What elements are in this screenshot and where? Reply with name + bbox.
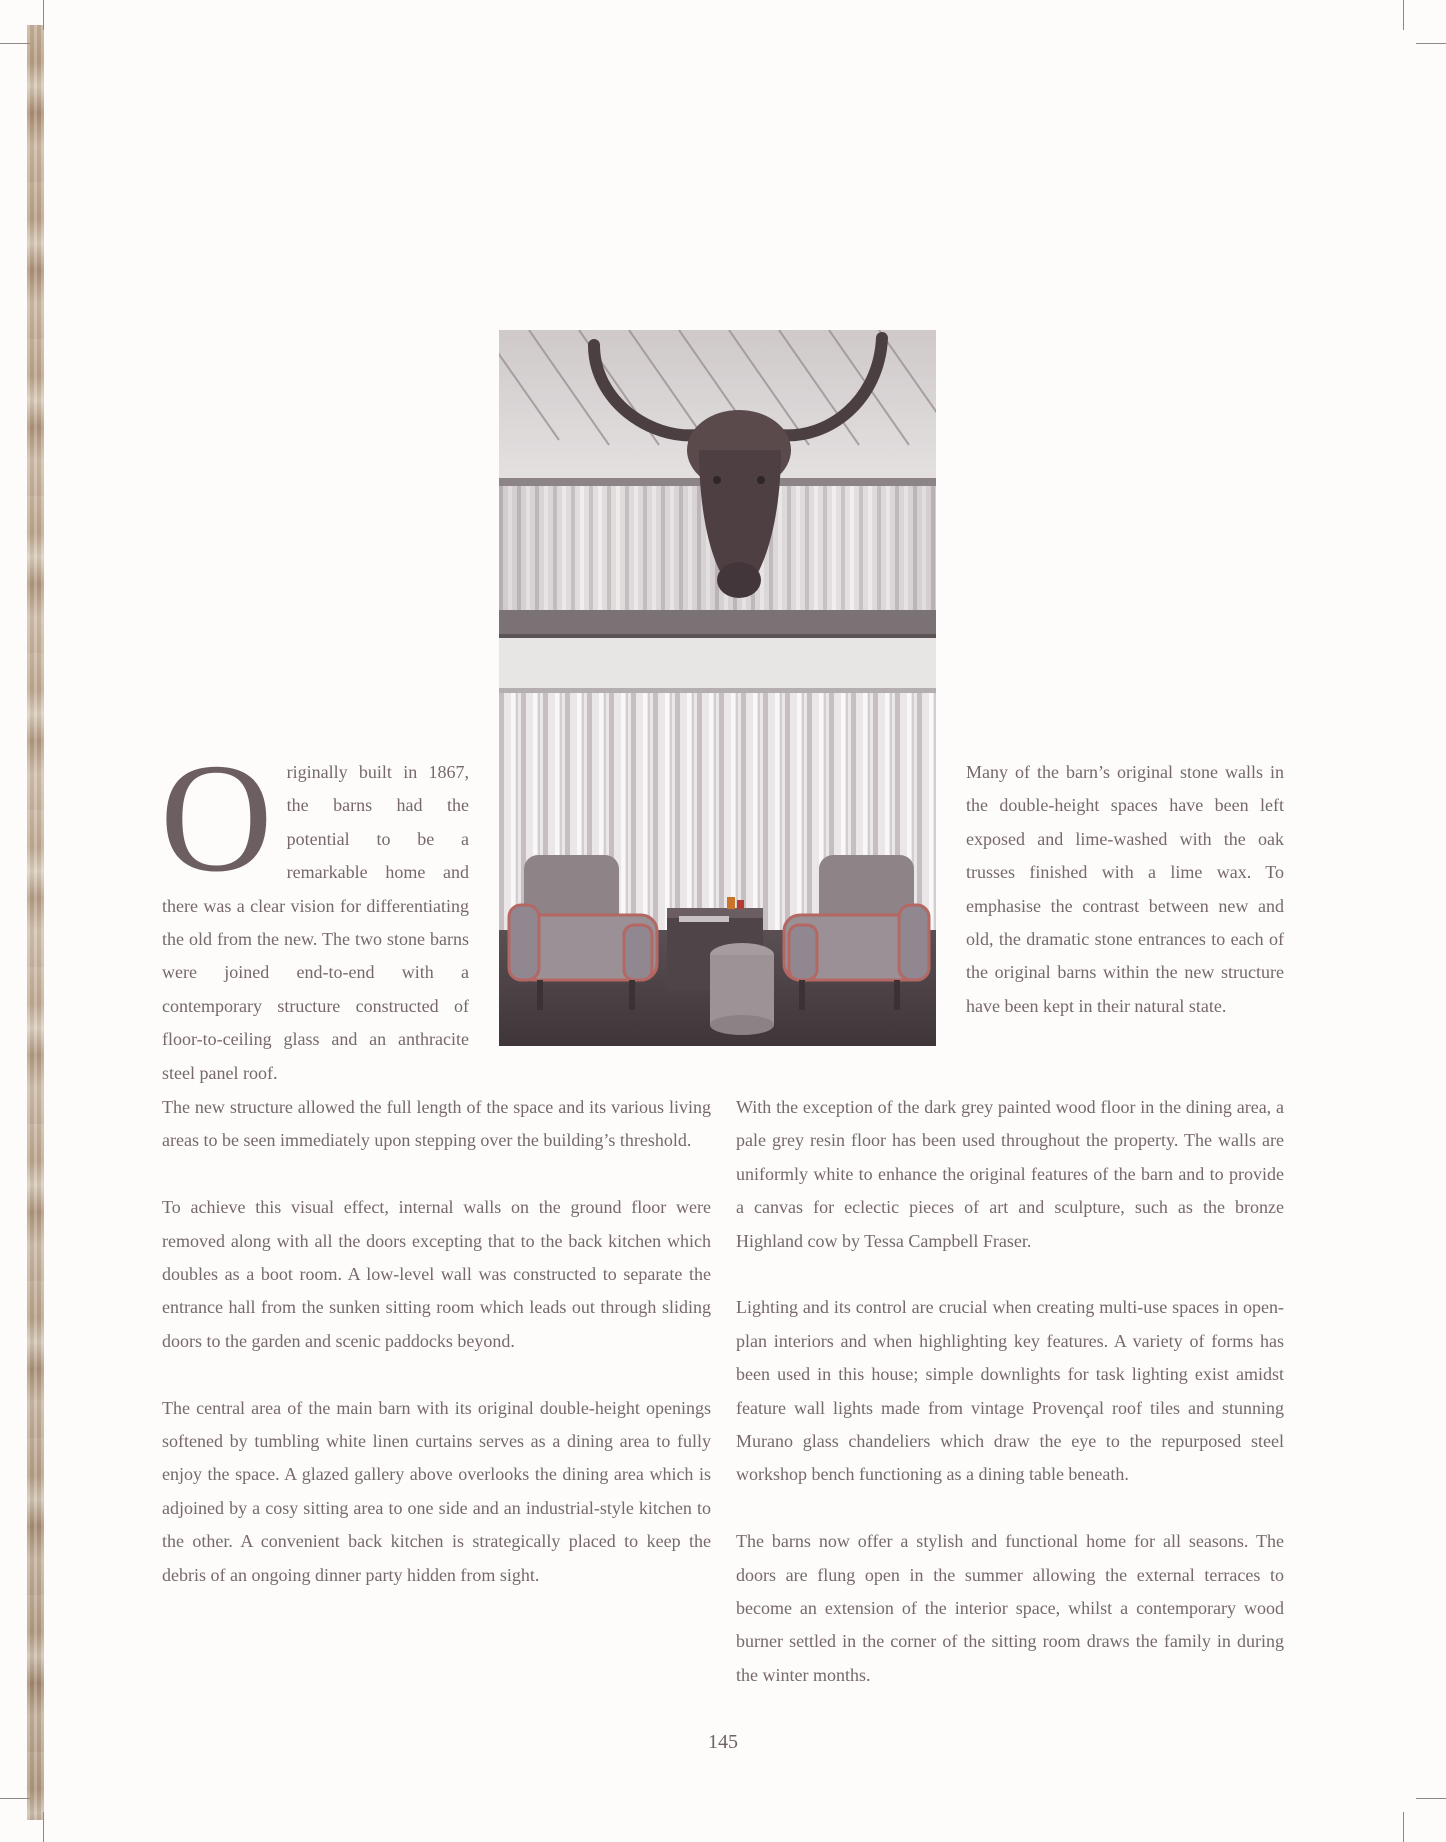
intro-paragraph: [160, 731, 469, 1090]
right-top-text: Many of the barn’s original stone walls in the double-height spaces have been left exposed and lime-washed with the oak trusses finished with a lime wax. To emphasise the contrast between new and old, the dramatic stone entrances to each of the original barns within the new structure have been kept in their natural state.: [966, 762, 1284, 1016]
crop-mark: [1416, 1798, 1446, 1799]
right-column-top: [966, 756, 1284, 1023]
drop-cap: O: [160, 731, 273, 904]
crop-mark: [0, 1798, 30, 1799]
crop-mark: [43, 0, 44, 30]
paragraph-floors: With the exception of the dark grey painted wood floor in the dining area, a pale grey resin floor has been used throughout the property. The walls are uniformly white to enhance the original features of the barn and to provide a canvas for eclectic pieces of art and sculpture, such as the bronze Highland cow by Tessa Campbell Fraser.: [736, 1097, 1284, 1251]
crop-mark: [1416, 43, 1446, 44]
intro-continued: The new structure allowed the full length of the space and its various living areas to be seen immediately upon stepping over the building’s threshold.: [162, 1097, 711, 1151]
left-column-body: [162, 1091, 711, 1592]
interior-photo: [499, 330, 936, 1046]
crop-mark: [1403, 1812, 1404, 1842]
crop-mark: [0, 43, 30, 44]
paragraph-central-area: The central area of the main barn with its original double-height openings softened by tumbling white linen curtains serves as a dining area to fully enjoy the space. A glazed gallery above overlooks the dining area which is adjoined by a cosy sitting area to one side and an industrial-style kitchen to the other. A convenient back kitchen is strategically placed to keep the debris of an ongoing dinner party hidden from sight.: [162, 1397, 711, 1585]
page-number: 145: [708, 1731, 738, 1753]
paragraph-seasons: The barns now offer a stylish and functional home for all seasons. The doors are flung open in the summer allowing the external terraces to become an extension of the interior space, whilst a contemporary wood burner settled in the corner of the sitting room draws the family in during the winter months.: [736, 1531, 1284, 1685]
paragraph-visual-effect: To achieve this visual effect, internal walls on the ground floor were removed along with all the doors excepting that to the back kitchen which doubles as a boot room. A low-level wall was constructed to separate the entrance hall from the sunken sitting room which leads out through sliding doors to the garden and scenic paddocks beyond.: [162, 1197, 711, 1351]
right-column-body: [736, 1091, 1284, 1692]
stone-texture-strip: [27, 25, 44, 1820]
crop-mark: [1403, 0, 1404, 30]
paragraph-lighting: Lighting and its control are crucial when creating multi-use spaces in open-plan interiors and when highlighting key features. A variety of forms has been used in this house; simple downlights for task lighting exist amidst feature wall lights made from vintage Provençal roof tiles and stunning Murano glass chandeliers which draw the eye to the repurposed steel workshop bench functioning as a dining table beneath.: [736, 1297, 1284, 1485]
intro-text: riginally built in 1867, the barns had the potential to be a remarkable home and there was a clear vision for differentiating the old from the new. The two stone barns were joined end-to-end with a contemporary structure constructed of floor-to-ceiling glass and an anthracite steel panel roof.: [162, 762, 469, 1083]
crop-mark: [43, 1812, 44, 1842]
